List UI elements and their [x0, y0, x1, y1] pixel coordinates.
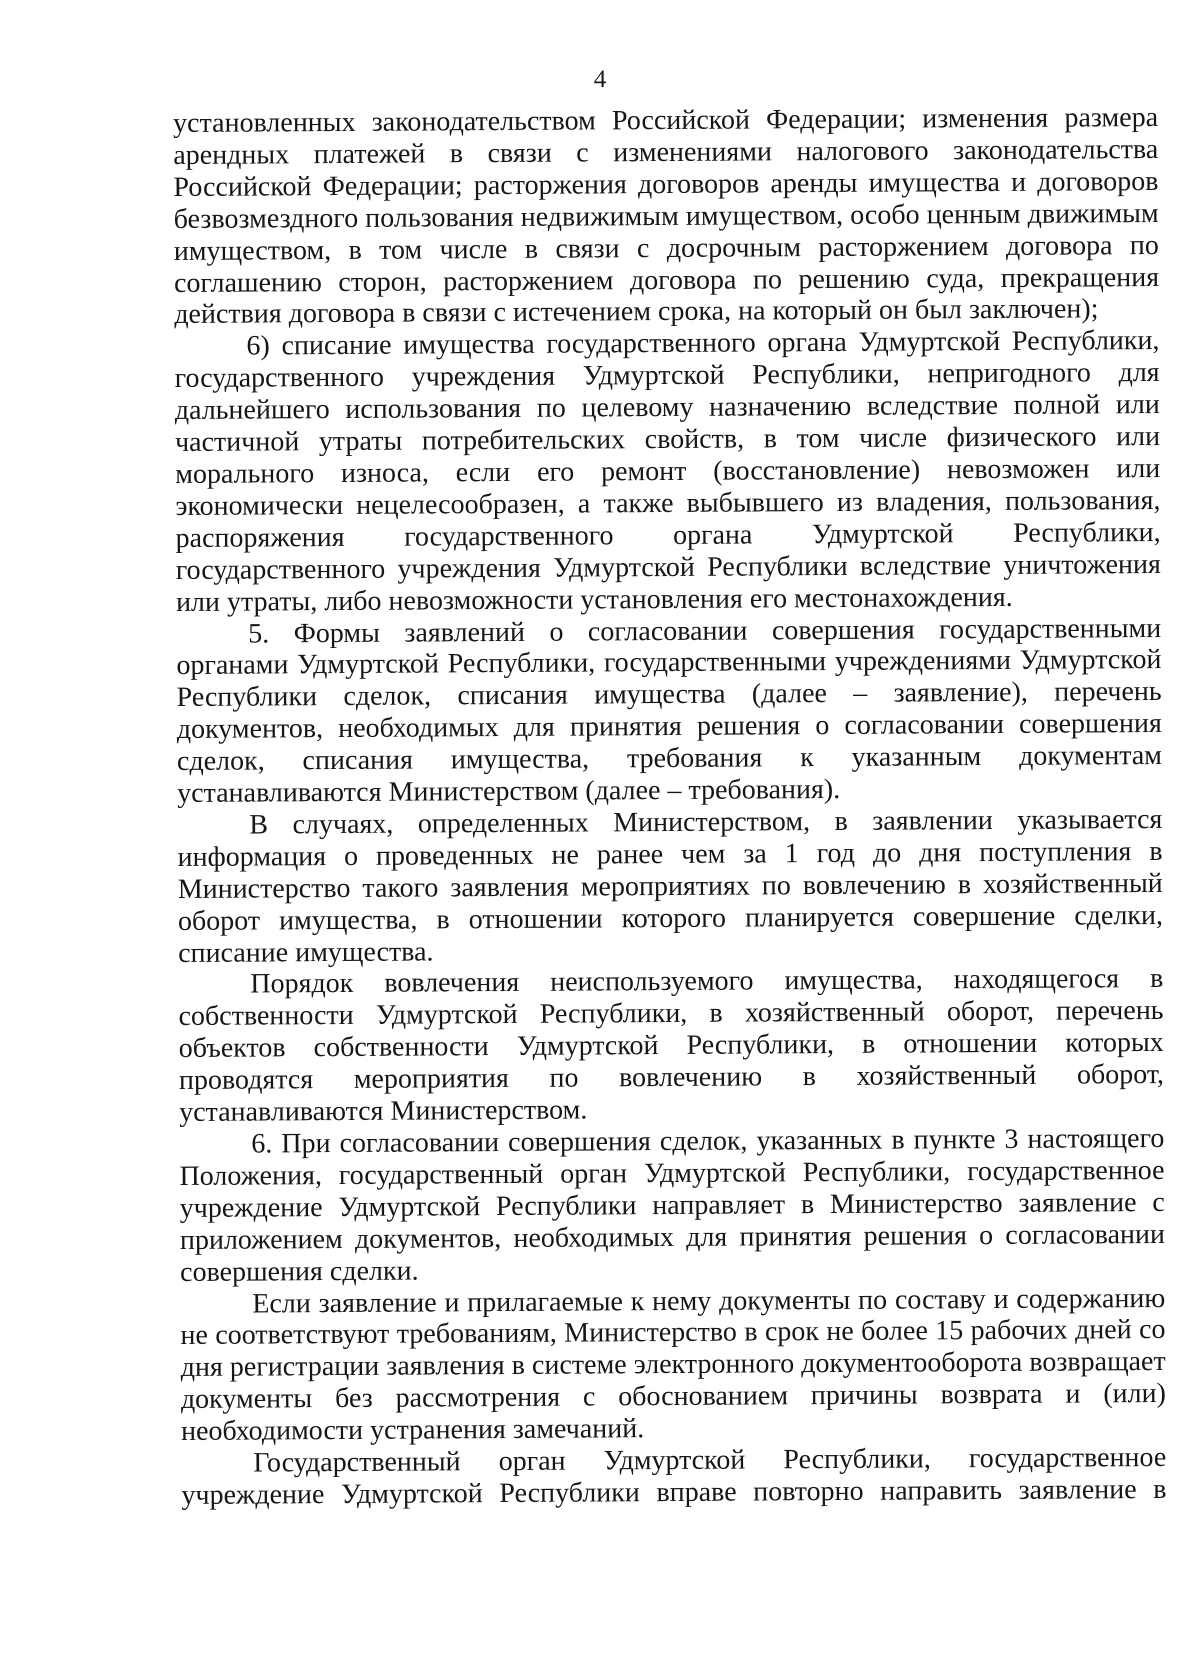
paragraph-continuation: установленных законодательством Российской Федерации; изменения размера арендных платежей в связи с изменениями налогового законодательства Российской Федерации; расторжения договоров аренды имущества и договоров безвозмездного пользования недвижимым имуществом, особо ценным движимым имуществом, в том числе в связи с досрочным расторжением договора по соглашению сторон, расторжением договора по решению суда, прекращения действия договора в связи с истечением срока, на который он был заключен);	[173, 101, 1160, 331]
paragraph-procedure: Порядок вовлечения неиспользуемого имущества, находящегося в собственности Удмуртской Республики, в хозяйственный оборот, перечень объектов собственности Удмуртской Республики, в отношении которых проводятся мероприятия по вовлечению в хозяйственный оборот, устанавливаются Министерством.	[178, 963, 1165, 1129]
paragraph-clause-5: 5. Формы заявлений о согласовании совершения государственными органами Удмуртской Республики, государственными учреждениями Удмуртской Республики сделок, списания имущества (далее – заявление), перечень документов, необходимых для принятия решения о согласовании совершения сделок, списания имущества, требования к указанным документам устанавливаются Министерством (далее – требования).	[176, 612, 1163, 810]
paragraph-cases: В случаях, определенных Министерством, в заявлении указывается информация о проведенных не ранее чем за 1 год до дня поступления в Министерство такого заявления мероприятиях по вовлечению в хозяйственный оборот имущества, в отношении которого планируется совершение сделки, списание имущества.	[177, 803, 1164, 969]
paragraph-resubmit: Государственный орган Удмуртской Республики, государственное учреждение Удмуртской Республики вправе повторно направить заявление в	[181, 1442, 1167, 1511]
document-body	[173, 102, 1167, 1512]
paragraph-clause-6: 6. При согласовании совершения сделок, указанных в пункте 3 настоящего Положения, государственный орган Удмуртской Республики, государственное учреждение Удмуртской Республики направляет в Министерство заявление с приложением документов, необходимых для принятия решения о согласовании совершения сделки.	[179, 1122, 1165, 1288]
paragraph-item-6: 6) списание имущества государственного органа Удмуртской Республики, государственного учреждения Удмуртской Республики, непригодного для дальнейшего использования по целевому назначению вследствие полной или частичной утраты потребительских свойств, в том числе физического или морального износа, если его ремонт (восстановление) невозможен или экономически нецелесообразен, а также выбывшего из владения, пользования, распоряжения государственного органа Удмуртской Республики, государственного учреждения Удмуртской Республики вследствие уничтожения или утраты, либо невозможности установления его местонахождения.	[174, 325, 1161, 618]
paragraph-return: Если заявление и прилагаемые к нему документы по составу и содержанию не соответствуют требованиям, Министерство в срок не более 15 рабочих дней со дня регистрации заявления в системе электронного документооборота возвращает документы без рассмотрения с обоснованием причины возврата и (или) необходимости устранения замечаний.	[180, 1282, 1166, 1448]
page-number: 4	[593, 66, 607, 93]
